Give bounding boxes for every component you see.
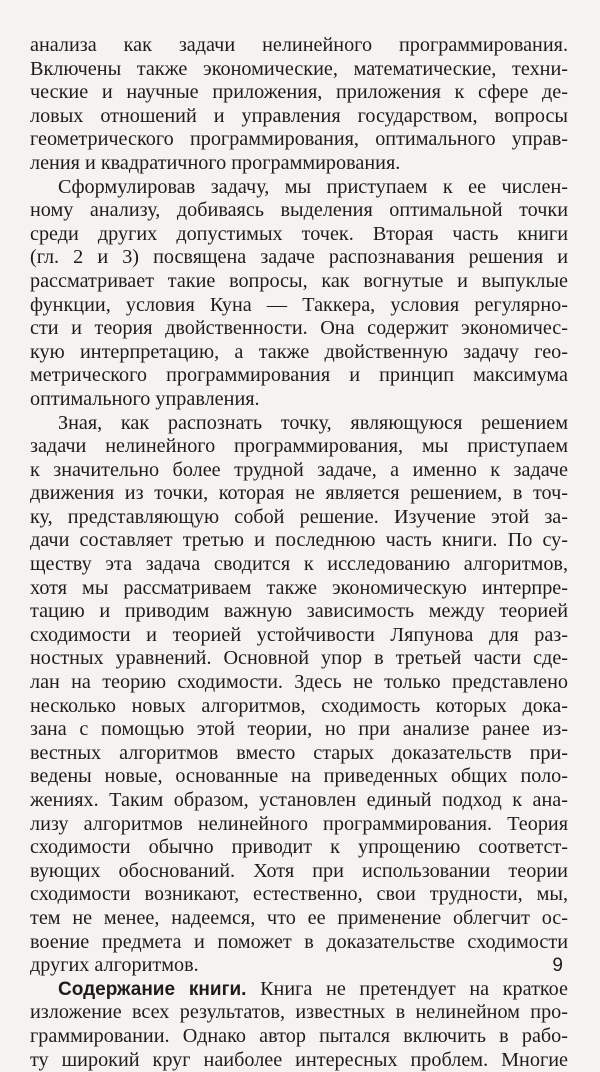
text-line: граммировании. Однако автор пытался включить в рабо- xyxy=(30,1024,568,1047)
text-line: вестных алгоритмов вместо старых доказательств при- xyxy=(30,741,568,764)
text-line: метрического программирования и принцип максимума xyxy=(30,364,568,387)
text-line: лан на теорию сходимости. Здесь не только представлено xyxy=(30,671,568,694)
page-body xyxy=(30,34,568,1072)
text-line: оптимального управления. xyxy=(30,387,260,410)
text-line: тем не менее, надеемся, что ее применение облегчит ос- xyxy=(30,906,568,929)
section-heading-line xyxy=(30,978,568,1002)
text-line: функции, условия Куна — Таккера, условия регулярно- xyxy=(30,293,568,316)
text-line: вующих обоснований. Хотя при использовании теории xyxy=(30,859,568,882)
text-line: изложение всех результатов, известных в нелинейном про- xyxy=(30,1001,568,1024)
text-line: зана с помощью этой теории, но при анализе ранее из- xyxy=(30,718,568,741)
heading-line-text: Книга не претендует на краткое xyxy=(246,977,568,1000)
text-line: ту широкий круг наиболее интересных проблем. Многие xyxy=(30,1048,568,1071)
text-line: Сформулировав задачу, мы приступаем к ее числен- xyxy=(58,175,568,198)
text-line: сходимости и теорией устойчивости Ляпунова для раз- xyxy=(30,623,568,646)
text-line: ческие и научные приложения, приложения к сфере де- xyxy=(30,81,568,104)
text-line: лизу алгоритмов нелинейного программирования. Теория xyxy=(30,812,568,835)
text-line: других алгоритмов. xyxy=(30,954,199,977)
text-line: движения из точки, которая не является решением, в точ- xyxy=(30,482,568,505)
text-line: тацию и приводим важную зависимость между теорией xyxy=(30,600,568,623)
text-line: рассматривает такие вопросы, как вогнутые и выпуклые xyxy=(30,269,568,292)
text-line: сти и теория двойственности. Она содержит экономичес- xyxy=(30,317,568,340)
text-line: ному анализу, добиваясь выделения оптимальной точки xyxy=(30,199,568,222)
text-line: воение предмета и поможет в доказательстве сходимости xyxy=(30,930,568,953)
text-line: ку, представляющую собой решение. Изучение этой за- xyxy=(30,505,568,528)
text-line: сходимости обычно приводит к упрощению соответст- xyxy=(30,836,568,859)
text-line: (гл. 2 и 3) посвящена задаче распознавания решения и xyxy=(30,246,568,269)
page-number: 9 xyxy=(552,955,563,976)
text-line: ведены новые, основанные на приведенных общих поло- xyxy=(30,765,568,788)
text-line: ностных уравнений. Основной упор в третьей части сде- xyxy=(30,647,568,670)
text-line: кую интерпретацию, а также двойственную задачу гео- xyxy=(30,340,568,363)
text-line: геометрического программирования, оптимального управ- xyxy=(30,128,568,151)
text-line: Включены также экономические, математические, техни- xyxy=(30,57,568,80)
section-heading: Содержание книги. xyxy=(58,978,247,1000)
text-line: анализа как задачи нелинейного программирования. xyxy=(30,34,568,56)
text-line: дачи составляет третью и последнюю часть книги. По су- xyxy=(30,529,568,552)
text-line: хотя мы рассматриваем также экономическую интерпре- xyxy=(30,576,568,599)
text-line: сходимости возникают, естественно, свои трудности, мы, xyxy=(30,883,568,906)
text-line: среди других допустимых точек. Вторая часть книги xyxy=(30,222,568,245)
text-line: ществу эта задача сводится к исследованию алгоритмов, xyxy=(30,553,568,576)
text-line: Зная, как распознать точку, являющуюся решением xyxy=(58,411,568,434)
text-line: задачи нелинейного программирования, мы приступаем xyxy=(30,435,568,458)
text-line: жениях. Таким образом, установлен единый подход к ана- xyxy=(30,789,568,811)
text-line: к значительно более трудной задаче, а именно к задаче xyxy=(30,458,568,481)
text-line: ловых отношений и управления государством, вопросы xyxy=(30,104,568,127)
text-line: несколько новых алгоритмов, сходимость которых дока- xyxy=(30,694,568,717)
text-line: ления и квадратичного программирования. xyxy=(30,151,401,174)
